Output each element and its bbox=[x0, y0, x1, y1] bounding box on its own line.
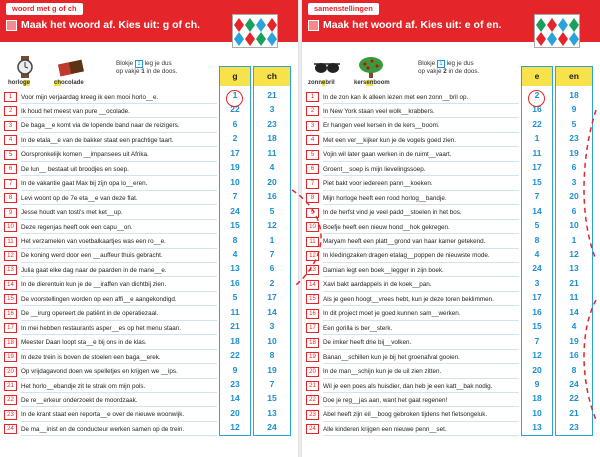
answer-cell: 15 bbox=[532, 321, 542, 332]
row-number: 17 bbox=[306, 323, 319, 333]
answer-cell: 4 bbox=[534, 248, 540, 259]
answer-cell: 23 bbox=[569, 133, 579, 144]
sunglasses-label: zonnebril bbox=[308, 80, 335, 86]
answer-cell: 1 bbox=[571, 234, 577, 245]
answer-cell: 1 bbox=[232, 90, 238, 100]
answer-cell: 11 bbox=[532, 147, 542, 158]
sentence-text: In de man__schijn kun je de uil zien zitten. bbox=[323, 368, 442, 376]
sentence-text: Boefje heeft een nieuw hond__hok gekregen. bbox=[323, 223, 450, 231]
answer-cell: 4 bbox=[269, 162, 275, 173]
sentence-text: Damian legt een boek__legger in zijn boek. bbox=[323, 266, 444, 274]
sentence-text: Wil je een poes als huisdier, dan heb je een katt__bak nodig. bbox=[323, 382, 493, 390]
sentence-text: Mijn horloge heeft een rood horlog__bandje. bbox=[323, 194, 447, 202]
answer-cell: 16 bbox=[230, 277, 240, 288]
answer-cell: 19 bbox=[569, 147, 579, 158]
row-number: 22 bbox=[306, 395, 319, 405]
row-number: 24 bbox=[306, 424, 319, 434]
row-number: 6 bbox=[306, 164, 319, 174]
row-number: 8 bbox=[306, 193, 319, 203]
answer-cell: 7 bbox=[534, 335, 540, 346]
answer-cell: 22 bbox=[230, 350, 240, 361]
sentence-text: In de zon kan ik alleen lezen met een zonn__bril op. bbox=[323, 93, 469, 101]
exercise-title: Maak het woord af. Kies uit: e of en. bbox=[323, 19, 502, 31]
answer-cell: 16 bbox=[532, 104, 542, 115]
sentence-text: Xavi bakt aardappels in de koek__pan. bbox=[323, 281, 432, 289]
answer-cell: 24 bbox=[230, 205, 240, 216]
answer-cell: 12 bbox=[230, 422, 240, 433]
row-number: 15 bbox=[4, 294, 17, 304]
sentence-text: In New York staan veel wolk__krabbers. bbox=[323, 107, 435, 115]
answer-cell: 9 bbox=[571, 104, 577, 115]
answer-cell: 6 bbox=[571, 162, 577, 173]
answer-cell: 7 bbox=[534, 191, 540, 202]
answer-cell: 12 bbox=[532, 350, 542, 361]
column-header-en: en bbox=[555, 66, 593, 86]
answer-cell: 18 bbox=[230, 335, 240, 346]
answer-cell: 18 bbox=[267, 133, 277, 144]
answer-cell: 19 bbox=[230, 162, 240, 173]
row-number: 5 bbox=[4, 150, 17, 160]
sentence-text: Doe je reg__jas aan, want het gaat regenen! bbox=[323, 396, 448, 404]
answer-cell: 6 bbox=[269, 263, 275, 274]
sentence-text: Jesse houdt van tosti's met ket__up. bbox=[21, 209, 123, 217]
answer-cell: 10 bbox=[267, 335, 277, 346]
row-number: 5 bbox=[306, 150, 319, 160]
sentence-text: Met een ver__kijker kun je de vogels goed zien. bbox=[323, 136, 457, 144]
sentence-text: In de vakantie gaat Max bij zijn opa lo__eren. bbox=[21, 180, 148, 188]
sentence-text: In de etala__e van de bakker staat een prachtige taart. bbox=[21, 136, 174, 144]
sentence-text: In de herfst vind je veel padd__stoelen in het bos. bbox=[323, 209, 462, 217]
watch-label: horloge bbox=[8, 80, 31, 86]
sentence-text: In dit project moet je goed kunnen sam__werken. bbox=[323, 310, 461, 318]
answer-cell: 7 bbox=[269, 248, 275, 259]
answer-cell: 18 bbox=[532, 393, 542, 404]
sentence-text: De imker heeft drie bij__volken. bbox=[323, 339, 412, 347]
sentence-text: De baga__e komt via de lopende band naar de reizigers. bbox=[21, 122, 180, 130]
answer-cell: 8 bbox=[534, 234, 540, 245]
answer-cell: 13 bbox=[532, 422, 542, 433]
sentence-text: Levi woont op de 7e eta__e van deze flat. bbox=[21, 194, 138, 202]
row-number: 11 bbox=[4, 237, 17, 247]
answer-cell: 21 bbox=[569, 407, 579, 418]
answer-cell: 7 bbox=[269, 379, 275, 389]
answer-cell: 11 bbox=[267, 147, 277, 158]
answer-cell: 17 bbox=[532, 162, 542, 173]
sentence-text: In deze trein is boven de stoelen een baga__erek. bbox=[21, 353, 161, 361]
row-number: 24 bbox=[4, 424, 17, 434]
row-number: 1 bbox=[4, 92, 17, 102]
row-number: 4 bbox=[306, 135, 319, 145]
row-number: 12 bbox=[306, 251, 319, 261]
answer-cell: 15 bbox=[230, 220, 240, 231]
answer-cell: 7 bbox=[232, 191, 238, 202]
answer-cell: 5 bbox=[571, 118, 577, 129]
answer-cell: 11 bbox=[569, 292, 579, 303]
answer-cell: 1 bbox=[269, 234, 275, 245]
chocolate-label: chocolade bbox=[54, 80, 84, 86]
answer-cell: 2 bbox=[232, 133, 238, 144]
answer-cell: 11 bbox=[230, 306, 240, 317]
answer-cell: 8 bbox=[269, 350, 275, 361]
row-number: 9 bbox=[4, 208, 17, 218]
sentence-text: Abel heeft zijn eil__boog gebroken tijdens het fietsongeluk. bbox=[323, 411, 488, 419]
answer-cell: 21 bbox=[267, 90, 277, 100]
answer-cell: 5 bbox=[232, 292, 238, 303]
sentence-text: Groent__soep is mijn lievelingssoep. bbox=[323, 165, 426, 173]
answer-cell: 20 bbox=[267, 176, 277, 187]
row-number: 14 bbox=[4, 280, 17, 290]
answer-cell: 3 bbox=[269, 321, 275, 332]
answer-cell: 15 bbox=[267, 393, 277, 404]
sentence-text: De re__erkeur onderzoekt de moordzaak. bbox=[21, 396, 138, 404]
row-number: 11 bbox=[306, 237, 319, 247]
sentence-text: In kledingzaken dragen etalag__poppen de nieuwste mode. bbox=[323, 252, 490, 260]
answer-cell: 13 bbox=[267, 407, 277, 418]
answer-cell: 10 bbox=[569, 220, 579, 231]
answer-cell: 24 bbox=[267, 422, 277, 433]
row-number: 21 bbox=[306, 381, 319, 391]
row-number: 12 bbox=[4, 251, 17, 261]
answer-cell: 20 bbox=[532, 364, 542, 375]
answer-cell: 17 bbox=[532, 292, 542, 303]
row-number: 10 bbox=[4, 222, 17, 232]
answer-cell: 18 bbox=[569, 90, 579, 100]
answer-cell: 12 bbox=[569, 248, 579, 259]
row-number: 16 bbox=[4, 309, 17, 319]
sentence-text: Vojin wil later gaan werken in de ruimt__vaart. bbox=[323, 151, 452, 159]
answer-cell: 17 bbox=[230, 147, 240, 158]
row-number: 1 bbox=[306, 92, 319, 102]
row-number: 2 bbox=[4, 106, 17, 116]
answer-cell: 24 bbox=[569, 379, 579, 389]
column-header-e: e bbox=[521, 66, 553, 86]
sentence-text: Banan__schillen kun je bij het groenafval gooien. bbox=[323, 353, 460, 361]
sentence-text: Een gorilla is ber__sterk. bbox=[323, 324, 393, 332]
row-number: 7 bbox=[4, 179, 17, 189]
answer-cell: 8 bbox=[232, 234, 238, 245]
row-number: 20 bbox=[4, 367, 17, 377]
answer-cell: 4 bbox=[232, 248, 238, 259]
answer-cell: 9 bbox=[534, 379, 540, 389]
answer-cell: 19 bbox=[569, 335, 579, 346]
sentence-text: Piet bakt voor iedereen pann__koeken. bbox=[323, 180, 433, 188]
row-number: 13 bbox=[306, 265, 319, 275]
sentence-text: Maryam heeft een platt__grond van haar kamer getekend. bbox=[323, 238, 486, 245]
answer-cell: 6 bbox=[571, 205, 577, 216]
column-header-g: g bbox=[219, 66, 251, 86]
answer-cell: 16 bbox=[532, 306, 542, 317]
sentence-text: In de dierentuin kun je de __iraffen van dichtbij zien. bbox=[21, 281, 167, 289]
row-number: 18 bbox=[306, 338, 319, 348]
row-number: 8 bbox=[4, 193, 17, 203]
topic-tag: samenstellingen bbox=[308, 3, 379, 15]
sentence-text: Het verzamelen van voetbalkaartjes was een ro__e. bbox=[21, 238, 166, 245]
row-number: 18 bbox=[4, 338, 17, 348]
row-number: 19 bbox=[306, 352, 319, 362]
topic-tag: woord met g of ch bbox=[6, 3, 83, 15]
answer-cell: 12 bbox=[267, 220, 277, 231]
sentence-text: De ma__inist en de conducteur werken samen op de trein. bbox=[21, 425, 185, 433]
answer-cell: 13 bbox=[569, 263, 579, 274]
column-header-ch: ch bbox=[253, 66, 291, 86]
answer-cell: 16 bbox=[569, 350, 579, 361]
exercise-title: Maak het woord af. Kies uit: g of ch. bbox=[21, 19, 201, 31]
sentence-text: Oorspronkelijk komen __impansees uit Afrika. bbox=[21, 151, 149, 159]
answer-cell: 21 bbox=[569, 277, 579, 288]
answer-cell: 10 bbox=[532, 407, 542, 418]
row-number: 23 bbox=[4, 410, 17, 420]
sentence-text: Op vrijdagavond doen we spelletjes en krijgen we __ips. bbox=[21, 368, 178, 376]
row-number: 3 bbox=[4, 121, 17, 131]
row-number: 13 bbox=[4, 265, 17, 275]
answer-cell: 6 bbox=[232, 118, 238, 129]
row-number: 19 bbox=[4, 352, 17, 362]
row-number: 9 bbox=[306, 208, 319, 218]
instruction-text: Blokje 1 leg je dus op vakje 1 in de doos. bbox=[116, 60, 178, 75]
sentence-text: Meester Daan loopt sta__e bij ons in de klas. bbox=[21, 339, 147, 347]
answer-cell: 2 bbox=[269, 277, 275, 288]
answer-cell: 2 bbox=[534, 90, 540, 100]
answer-cell: 22 bbox=[569, 393, 579, 404]
answer-cell: 3 bbox=[571, 176, 577, 187]
row-number: 23 bbox=[306, 410, 319, 420]
answer-cell: 9 bbox=[232, 364, 238, 375]
row-number: 22 bbox=[4, 395, 17, 405]
answer-cell: 24 bbox=[532, 263, 542, 274]
answer-cell: 14 bbox=[230, 393, 240, 404]
answer-cell: 23 bbox=[569, 422, 579, 433]
row-number: 7 bbox=[306, 179, 319, 189]
answer-cell: 8 bbox=[571, 364, 577, 375]
answer-cell: 5 bbox=[269, 205, 275, 216]
sentence-text: Het horlo__ebandje zit te strak om mijn pols. bbox=[21, 382, 146, 390]
answer-cell: 16 bbox=[267, 191, 277, 202]
answer-cell: 3 bbox=[534, 277, 540, 288]
sentence-text: De voorstellingen worden op een affi__e aangekondigd. bbox=[21, 295, 177, 303]
answer-cell: 19 bbox=[267, 364, 277, 375]
sentence-text: Julia gaat elke dag naar de paarden in de mane__e. bbox=[21, 266, 167, 274]
answer-cell: 23 bbox=[230, 379, 240, 389]
row-number: 10 bbox=[306, 222, 319, 232]
answer-cell: 15 bbox=[532, 176, 542, 187]
sentence-text: De __irurg opereert de patiënt in de operatiezaal. bbox=[21, 310, 159, 318]
answer-cell: 10 bbox=[230, 176, 240, 187]
row-number: 2 bbox=[306, 106, 319, 116]
sentence-text: Voor mijn verjaardag kreeg ik een mooi horlo__e. bbox=[21, 93, 159, 101]
row-number: 14 bbox=[306, 280, 319, 290]
answer-cell: 5 bbox=[534, 220, 540, 231]
answer-cell: 13 bbox=[230, 263, 240, 274]
sentence-text: Alle kinderen krijgen een nieuwe penn__set. bbox=[323, 425, 447, 433]
answer-cell: 17 bbox=[267, 292, 277, 303]
sentence-text: Ik houd het meest van pure __ocolade. bbox=[21, 107, 130, 115]
answer-cell: 3 bbox=[269, 104, 275, 115]
row-number: 17 bbox=[4, 323, 17, 333]
answer-cell: 22 bbox=[532, 118, 542, 129]
row-number: 4 bbox=[4, 135, 17, 145]
row-number: 20 bbox=[306, 367, 319, 377]
answer-cell: 21 bbox=[230, 321, 240, 332]
answer-cell: 1 bbox=[534, 133, 540, 144]
row-number: 21 bbox=[4, 381, 17, 391]
sentence-text: Als je geen hoogt__vrees hebt, kun je deze toren beklimmen. bbox=[323, 295, 494, 303]
answer-cell: 20 bbox=[230, 407, 240, 418]
sentence-text: De lun__ bestaat uit broodjes en soep. bbox=[21, 165, 129, 173]
sentence-text: In mei hebben restaurants asper__es op het menu staan. bbox=[21, 324, 181, 332]
sentence-text: Er hangen veel kersen in de kers__boom. bbox=[323, 122, 440, 130]
answer-cell: 14 bbox=[267, 306, 277, 317]
answer-cell: 20 bbox=[569, 191, 579, 202]
cherry-tree-label: kersenboom bbox=[354, 80, 390, 86]
sentence-text: De koning werd door een __auffeur thuis gebracht. bbox=[21, 252, 163, 260]
row-number: 6 bbox=[4, 164, 17, 174]
row-number: 16 bbox=[306, 309, 319, 319]
answer-cell: 14 bbox=[532, 205, 542, 216]
answer-cell: 14 bbox=[569, 306, 579, 317]
sentence-text: In de krant staat een reporta__e over de nieuwe woonwijk. bbox=[21, 411, 185, 419]
row-number: 3 bbox=[306, 121, 319, 131]
instruction-text: Blokje 1 leg je dus op vakje 2 in de doos. bbox=[418, 60, 480, 75]
answer-cell: 23 bbox=[267, 118, 277, 129]
answer-cell: 4 bbox=[571, 321, 577, 332]
sentence-text: Deze regenjas heeft ook een capu__on. bbox=[21, 223, 133, 231]
row-number: 15 bbox=[306, 294, 319, 304]
answer-cell: 22 bbox=[230, 104, 240, 115]
